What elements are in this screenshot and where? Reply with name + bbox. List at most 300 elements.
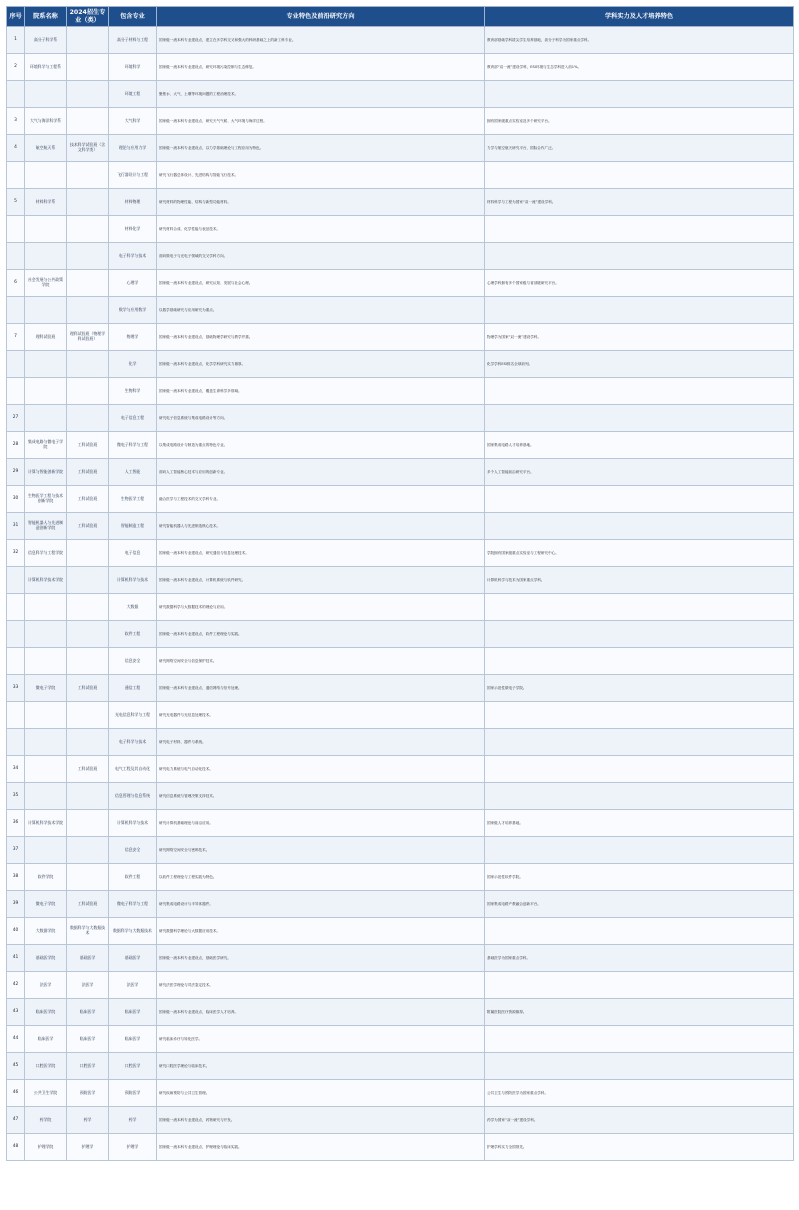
row-enroll-major: 法医学 bbox=[67, 972, 109, 999]
row-seq bbox=[7, 648, 25, 675]
row-feature: 融合医学与工程技术的交叉学科专业。 bbox=[157, 486, 485, 513]
row-include-major: 微电子科学与工程 bbox=[109, 432, 157, 459]
row-seq: 31 bbox=[7, 513, 25, 540]
row-college: 计算与智能创新学院 bbox=[25, 459, 67, 486]
row-include-major: 基础医学 bbox=[109, 945, 157, 972]
row-college bbox=[25, 756, 67, 783]
row-platform bbox=[485, 243, 794, 270]
row-seq: 6 bbox=[7, 270, 25, 297]
row-seq bbox=[7, 621, 25, 648]
row-include-major: 飞行器设计与工程 bbox=[109, 162, 157, 189]
row-feature: 研究计算机基础理论与前沿应用。 bbox=[157, 810, 485, 837]
row-seq: 27 bbox=[7, 405, 25, 432]
row-enroll-major: 工科试验班 bbox=[67, 459, 109, 486]
row-feature: 研究光电器件与光信息处理技术。 bbox=[157, 702, 485, 729]
row-include-major: 生物医学工程 bbox=[109, 486, 157, 513]
row-include-major: 护理学 bbox=[109, 1134, 157, 1161]
row-feature: 以数学基础研究与应用研究为重点。 bbox=[157, 297, 485, 324]
row-include-major: 信息安全 bbox=[109, 648, 157, 675]
row-include-major: 微电子科学与工程 bbox=[109, 891, 157, 918]
row-platform bbox=[485, 1053, 794, 1080]
row-seq bbox=[7, 216, 25, 243]
row-enroll-major bbox=[67, 27, 109, 54]
row-college: 口腔医学院 bbox=[25, 1053, 67, 1080]
header-features: 专业特色及前沿研究方向 bbox=[157, 7, 485, 27]
table-row bbox=[7, 918, 794, 945]
row-college bbox=[25, 702, 67, 729]
row-platform: 教育部“双一流”建设学科，ESI环境与生态学科进入前1%。 bbox=[485, 54, 794, 81]
row-college: 材料科学系 bbox=[25, 189, 67, 216]
table-row bbox=[7, 945, 794, 972]
table-row bbox=[7, 648, 794, 675]
row-enroll-major bbox=[67, 270, 109, 297]
row-college: 计算机科学技术学院 bbox=[25, 810, 67, 837]
row-platform: 拥有国家级重点实验室及多个研究平台。 bbox=[485, 108, 794, 135]
row-feature: 国家级一流本科专业建设点，以力学基础理论与工程应用为特色。 bbox=[157, 135, 485, 162]
row-feature: 研究法医学理论与司法鉴定技术。 bbox=[157, 972, 485, 999]
row-enroll-major bbox=[67, 378, 109, 405]
row-feature: 研究数据科学与大数据技术的理论与应用。 bbox=[157, 594, 485, 621]
row-seq: 5 bbox=[7, 189, 25, 216]
row-seq bbox=[7, 567, 25, 594]
row-seq: 39 bbox=[7, 891, 25, 918]
row-college: 大数据学院 bbox=[25, 918, 67, 945]
row-include-major: 电气工程及其自动化 bbox=[109, 756, 157, 783]
table-row bbox=[7, 162, 794, 189]
row-college: 公共卫生学院 bbox=[25, 1080, 67, 1107]
row-include-major: 生物科学 bbox=[109, 378, 157, 405]
row-enroll-major bbox=[67, 540, 109, 567]
row-college: 临床医学院 bbox=[25, 999, 67, 1026]
table-row bbox=[7, 891, 794, 918]
row-seq: 45 bbox=[7, 1053, 25, 1080]
row-seq bbox=[7, 378, 25, 405]
row-enroll-major: 基础医学 bbox=[67, 945, 109, 972]
row-platform: 学院拥有国家级重点实验室与工程研究中心。 bbox=[485, 540, 794, 567]
row-platform bbox=[485, 378, 794, 405]
row-college bbox=[25, 81, 67, 108]
row-include-major: 信息安全 bbox=[109, 837, 157, 864]
row-college bbox=[25, 783, 67, 810]
row-platform: 附属医院医疗资源雄厚。 bbox=[485, 999, 794, 1026]
table-row bbox=[7, 270, 794, 297]
row-platform: 力学与航空航天研究平台，国际合作广泛。 bbox=[485, 135, 794, 162]
table-row bbox=[7, 297, 794, 324]
row-platform: 护理学科实力全国领先。 bbox=[485, 1134, 794, 1161]
row-platform bbox=[485, 162, 794, 189]
row-platform: 国家级人才培养基地。 bbox=[485, 810, 794, 837]
table-row bbox=[7, 324, 794, 351]
row-platform bbox=[485, 405, 794, 432]
table-row bbox=[7, 1134, 794, 1161]
row-include-major: 电子信息工程 bbox=[109, 405, 157, 432]
row-college: 航空航天系 bbox=[25, 135, 67, 162]
row-college: 生物医学工程与技术创新学院 bbox=[25, 486, 67, 513]
row-college: 环境科学与工程系 bbox=[25, 54, 67, 81]
row-enroll-major bbox=[67, 216, 109, 243]
row-platform: 物理学为国家“双一流”建设学科。 bbox=[485, 324, 794, 351]
row-enroll-major bbox=[67, 864, 109, 891]
row-college bbox=[25, 648, 67, 675]
row-college: 微电子学院 bbox=[25, 675, 67, 702]
row-enroll-major: 口腔医学 bbox=[67, 1053, 109, 1080]
row-feature: 研究临床诊疗与转化医学。 bbox=[157, 1026, 485, 1053]
row-feature: 面向微电子与光电子领域的交叉学科方向。 bbox=[157, 243, 485, 270]
row-feature: 研究网络空间安全与密码技术。 bbox=[157, 837, 485, 864]
row-feature: 面向人工智能核心技术与应用的创新专业。 bbox=[157, 459, 485, 486]
row-enroll-major: 预防医学 bbox=[67, 1080, 109, 1107]
row-feature: 国家级一流本科专业建设点，通信网络与信号处理。 bbox=[157, 675, 485, 702]
row-seq: 46 bbox=[7, 1080, 25, 1107]
row-platform: 国家示范性微电子学院。 bbox=[485, 675, 794, 702]
row-include-major: 临床医学 bbox=[109, 1026, 157, 1053]
row-platform bbox=[485, 81, 794, 108]
header-platform: 学科实力及人才培养特色 bbox=[485, 7, 794, 27]
table-row bbox=[7, 432, 794, 459]
row-platform bbox=[485, 918, 794, 945]
row-seq: 43 bbox=[7, 999, 25, 1026]
row-seq: 40 bbox=[7, 918, 25, 945]
row-enroll-major bbox=[67, 594, 109, 621]
row-college bbox=[25, 351, 67, 378]
page bbox=[6, 6, 793, 1161]
row-platform: 心理学科拥有多个国家级与省部级研究平台。 bbox=[485, 270, 794, 297]
row-platform bbox=[485, 297, 794, 324]
table-row bbox=[7, 999, 794, 1026]
row-feature: 研究口腔医学理论与临床技术。 bbox=[157, 1053, 485, 1080]
row-seq bbox=[7, 351, 25, 378]
row-enroll-major: 临床医学 bbox=[67, 999, 109, 1026]
row-feature: 研究数据科学理论与大数据应用技术。 bbox=[157, 918, 485, 945]
row-seq: 42 bbox=[7, 972, 25, 999]
table-row bbox=[7, 378, 794, 405]
row-platform bbox=[485, 594, 794, 621]
row-enroll-major: 工科试验班 bbox=[67, 513, 109, 540]
row-enroll-major bbox=[67, 54, 109, 81]
row-seq: 33 bbox=[7, 675, 25, 702]
table-row bbox=[7, 486, 794, 513]
row-seq: 36 bbox=[7, 810, 25, 837]
row-college: 大气与海洋科学系 bbox=[25, 108, 67, 135]
row-seq: 48 bbox=[7, 1134, 25, 1161]
row-enroll-major bbox=[67, 648, 109, 675]
table-row bbox=[7, 1080, 794, 1107]
row-enroll-major: 技术科学试验班（含文科学类） bbox=[67, 135, 109, 162]
row-enroll-major bbox=[67, 810, 109, 837]
table-row bbox=[7, 81, 794, 108]
table-row bbox=[7, 27, 794, 54]
row-feature: 研究网络空间安全与信息保护技术。 bbox=[157, 648, 485, 675]
row-enroll-major bbox=[67, 567, 109, 594]
row-platform: 药学为国家“双一流”建设学科。 bbox=[485, 1107, 794, 1134]
row-enroll-major: 临床医学 bbox=[67, 1026, 109, 1053]
row-feature: 研究智能机器人与先进制造核心技术。 bbox=[157, 513, 485, 540]
table-row bbox=[7, 621, 794, 648]
table-row bbox=[7, 594, 794, 621]
row-include-major: 理论与应用力学 bbox=[109, 135, 157, 162]
row-college: 智能机器人与先进制造创新学院 bbox=[25, 513, 67, 540]
row-enroll-major: 理科试验班（物理学科试验班） bbox=[67, 324, 109, 351]
row-include-major: 软件工程 bbox=[109, 864, 157, 891]
table-row bbox=[7, 864, 794, 891]
row-feature: 研究信息系统与管理决策支持技术。 bbox=[157, 783, 485, 810]
row-include-major: 材料化学 bbox=[109, 216, 157, 243]
row-platform: 教育部基础学科拔尖学生培养基地，高分子科学为国家重点学科。 bbox=[485, 27, 794, 54]
row-feature: 国家级一流本科专业建设点，软件工程理论与实践。 bbox=[157, 621, 485, 648]
row-platform bbox=[485, 783, 794, 810]
row-include-major: 化学 bbox=[109, 351, 157, 378]
row-enroll-major: 工科试验班 bbox=[67, 891, 109, 918]
row-platform: 公共卫生与预防医学为国家重点学科。 bbox=[485, 1080, 794, 1107]
table-row bbox=[7, 756, 794, 783]
row-enroll-major bbox=[67, 162, 109, 189]
row-feature: 国家级一流本科专业建设点，药物研究与开发。 bbox=[157, 1107, 485, 1134]
table-row bbox=[7, 675, 794, 702]
row-college bbox=[25, 621, 67, 648]
row-platform bbox=[485, 729, 794, 756]
row-seq: 4 bbox=[7, 135, 25, 162]
table-row bbox=[7, 783, 794, 810]
row-college: 基础医学院 bbox=[25, 945, 67, 972]
row-enroll-major bbox=[67, 81, 109, 108]
row-include-major: 电子信息 bbox=[109, 540, 157, 567]
row-include-major: 心理学 bbox=[109, 270, 157, 297]
row-include-major: 信息管理与信息系统 bbox=[109, 783, 157, 810]
row-include-major: 数学与应用数学 bbox=[109, 297, 157, 324]
table-row bbox=[7, 972, 794, 999]
row-include-major: 计算机科学与技术 bbox=[109, 567, 157, 594]
row-college bbox=[25, 405, 67, 432]
row-include-major: 计算机科学与技术 bbox=[109, 810, 157, 837]
table-row bbox=[7, 243, 794, 270]
row-feature: 以软件工程理论与工程实践为特色。 bbox=[157, 864, 485, 891]
row-seq bbox=[7, 702, 25, 729]
table-header-row bbox=[7, 7, 794, 27]
row-feature: 研究材料的物理性能、结构与新型功能材料。 bbox=[157, 189, 485, 216]
row-platform: 基础医学为国家重点学科。 bbox=[485, 945, 794, 972]
row-include-major: 电子科学与技术 bbox=[109, 243, 157, 270]
row-include-major: 高分子材料与工程 bbox=[109, 27, 157, 54]
table-row bbox=[7, 1107, 794, 1134]
row-seq: 32 bbox=[7, 540, 25, 567]
row-include-major: 电子科学与技术 bbox=[109, 729, 157, 756]
row-college bbox=[25, 162, 67, 189]
row-enroll-major: 护理学 bbox=[67, 1134, 109, 1161]
row-feature: 国家级一流本科专业建设点，基础物理学研究与教学并重。 bbox=[157, 324, 485, 351]
table-row bbox=[7, 1026, 794, 1053]
row-seq: 47 bbox=[7, 1107, 25, 1134]
table-row bbox=[7, 810, 794, 837]
row-seq: 28 bbox=[7, 432, 25, 459]
row-feature: 国家级一流本科专业建设点，计算机系统与软件研究。 bbox=[157, 567, 485, 594]
row-enroll-major bbox=[67, 189, 109, 216]
row-college: 理科试验班 bbox=[25, 324, 67, 351]
row-seq: 2 bbox=[7, 54, 25, 81]
row-enroll-major bbox=[67, 837, 109, 864]
row-platform: 化学学科ESI排名全球前列。 bbox=[485, 351, 794, 378]
row-enroll-major bbox=[67, 405, 109, 432]
row-seq bbox=[7, 81, 25, 108]
row-platform bbox=[485, 621, 794, 648]
table-row bbox=[7, 702, 794, 729]
row-include-major: 光电信息科学与工程 bbox=[109, 702, 157, 729]
row-enroll-major bbox=[67, 729, 109, 756]
row-feature: 研究疾病预防与公共卫生管理。 bbox=[157, 1080, 485, 1107]
row-college bbox=[25, 297, 67, 324]
row-seq: 41 bbox=[7, 945, 25, 972]
table-row bbox=[7, 459, 794, 486]
row-include-major: 智能制造工程 bbox=[109, 513, 157, 540]
row-include-major: 环境科学 bbox=[109, 54, 157, 81]
row-seq: 1 bbox=[7, 27, 25, 54]
row-include-major: 临床医学 bbox=[109, 999, 157, 1026]
row-include-major: 软件工程 bbox=[109, 621, 157, 648]
table-row bbox=[7, 1053, 794, 1080]
row-feature: 聚焦水、大气、土壤等环境问题的工程治理技术。 bbox=[157, 81, 485, 108]
row-platform: 计算机科学与技术为国家重点学科。 bbox=[485, 567, 794, 594]
row-enroll-major: 数据科学与大数据技术 bbox=[67, 918, 109, 945]
header-college: 院系名称 bbox=[25, 7, 67, 27]
row-enroll-major bbox=[67, 297, 109, 324]
row-college: 信息科学与工程学院 bbox=[25, 540, 67, 567]
row-enroll-major bbox=[67, 621, 109, 648]
row-feature: 国家级一流本科专业建设点，化学学科研究实力雄厚。 bbox=[157, 351, 485, 378]
row-feature: 国家级一流本科专业建设点，研究环境污染控制与生态修复。 bbox=[157, 54, 485, 81]
row-platform bbox=[485, 648, 794, 675]
row-seq: 37 bbox=[7, 837, 25, 864]
major-table bbox=[6, 6, 794, 1161]
row-include-major: 数据科学与大数据技术 bbox=[109, 918, 157, 945]
row-feature: 研究材料合成、化学性能与表征技术。 bbox=[157, 216, 485, 243]
row-feature: 国家级一流本科专业建设点，基础医学研究。 bbox=[157, 945, 485, 972]
table-row bbox=[7, 837, 794, 864]
row-platform bbox=[485, 216, 794, 243]
row-feature: 以集成电路设计与制造为重点的特色专业。 bbox=[157, 432, 485, 459]
row-feature: 国家级一流本科专业建设点，建立在多学科交叉和强大的科研基础之上的新工科专业。 bbox=[157, 27, 485, 54]
row-include-major: 口腔医学 bbox=[109, 1053, 157, 1080]
row-college: 临床医学 bbox=[25, 1026, 67, 1053]
row-feature: 国家级一流本科专业建设点，临床医学人才培养。 bbox=[157, 999, 485, 1026]
row-feature: 国家级一流本科专业建设点，研究通信与信息处理技术。 bbox=[157, 540, 485, 567]
row-enroll-major bbox=[67, 243, 109, 270]
row-platform: 多个人工智能前沿研究平台。 bbox=[485, 459, 794, 486]
row-platform bbox=[485, 837, 794, 864]
row-college bbox=[25, 216, 67, 243]
row-seq bbox=[7, 243, 25, 270]
row-enroll-major: 工科试验班 bbox=[67, 675, 109, 702]
row-feature: 研究集成电路设计与半导体器件。 bbox=[157, 891, 485, 918]
row-feature: 国家级一流本科专业建设点，研究天气气候、大气环境与海洋过程。 bbox=[157, 108, 485, 135]
row-platform bbox=[485, 702, 794, 729]
row-platform bbox=[485, 1026, 794, 1053]
row-include-major: 物理学 bbox=[109, 324, 157, 351]
row-enroll-major bbox=[67, 108, 109, 135]
row-seq bbox=[7, 594, 25, 621]
row-seq bbox=[7, 729, 25, 756]
table-row bbox=[7, 135, 794, 162]
header-includes: 包含专业 bbox=[109, 7, 157, 27]
row-seq bbox=[7, 297, 25, 324]
table-row bbox=[7, 216, 794, 243]
row-enroll-major: 工科试验班 bbox=[67, 756, 109, 783]
row-include-major: 通信工程 bbox=[109, 675, 157, 702]
row-seq: 3 bbox=[7, 108, 25, 135]
row-include-major: 大气科学 bbox=[109, 108, 157, 135]
row-college: 法医学 bbox=[25, 972, 67, 999]
row-include-major: 大数据 bbox=[109, 594, 157, 621]
row-platform bbox=[485, 486, 794, 513]
row-enroll-major: 药学 bbox=[67, 1107, 109, 1134]
row-college: 社会发展与公共政策学院 bbox=[25, 270, 67, 297]
table-row bbox=[7, 189, 794, 216]
row-college bbox=[25, 594, 67, 621]
row-college bbox=[25, 378, 67, 405]
row-feature: 国家级一流本科专业建设点，覆盖生命科学多领域。 bbox=[157, 378, 485, 405]
row-college: 软件学院 bbox=[25, 864, 67, 891]
row-seq: 44 bbox=[7, 1026, 25, 1053]
header-seq: 序号 bbox=[7, 7, 25, 27]
row-include-major: 药学 bbox=[109, 1107, 157, 1134]
table-body bbox=[7, 27, 794, 1161]
row-college bbox=[25, 729, 67, 756]
row-seq: 30 bbox=[7, 486, 25, 513]
table-row bbox=[7, 513, 794, 540]
table-row bbox=[7, 405, 794, 432]
row-include-major: 材料物理 bbox=[109, 189, 157, 216]
row-seq: 38 bbox=[7, 864, 25, 891]
row-enroll-major bbox=[67, 702, 109, 729]
row-include-major: 人工智能 bbox=[109, 459, 157, 486]
row-platform: 国家集成电路产教融合创新平台。 bbox=[485, 891, 794, 918]
row-enroll-major: 工科试验班 bbox=[67, 432, 109, 459]
row-platform bbox=[485, 972, 794, 999]
table-row bbox=[7, 54, 794, 81]
row-feature: 研究电子材料、器件与系统。 bbox=[157, 729, 485, 756]
table-row bbox=[7, 540, 794, 567]
row-seq: 34 bbox=[7, 756, 25, 783]
row-seq bbox=[7, 162, 25, 189]
row-include-major: 环境工程 bbox=[109, 81, 157, 108]
row-seq: 29 bbox=[7, 459, 25, 486]
row-enroll-major bbox=[67, 351, 109, 378]
row-platform bbox=[485, 513, 794, 540]
row-enroll-major: 工科试验班 bbox=[67, 486, 109, 513]
row-seq: 35 bbox=[7, 783, 25, 810]
row-college bbox=[25, 837, 67, 864]
row-platform: 国家集成电路人才培养基地。 bbox=[485, 432, 794, 459]
row-college bbox=[25, 243, 67, 270]
row-platform: 国家示范性软件学院。 bbox=[485, 864, 794, 891]
row-include-major: 法医学 bbox=[109, 972, 157, 999]
row-include-major: 预防医学 bbox=[109, 1080, 157, 1107]
row-feature: 研究电力系统与电气自动化技术。 bbox=[157, 756, 485, 783]
row-enroll-major bbox=[67, 783, 109, 810]
row-feature: 研究飞行器总体设计、先进结构与智能飞行技术。 bbox=[157, 162, 485, 189]
row-college: 护理学院 bbox=[25, 1134, 67, 1161]
row-college: 集成电路与微电子学院 bbox=[25, 432, 67, 459]
row-platform bbox=[485, 756, 794, 783]
table-row bbox=[7, 567, 794, 594]
row-seq: 7 bbox=[7, 324, 25, 351]
row-platform: 材料科学与工程为国家“双一流”建设学科。 bbox=[485, 189, 794, 216]
table-row bbox=[7, 729, 794, 756]
header-enroll-major: 2024招生专业（类） bbox=[67, 7, 109, 27]
table-row bbox=[7, 351, 794, 378]
row-feature: 国家级一流本科专业建设点，研究认知、发展与社会心理。 bbox=[157, 270, 485, 297]
row-college: 微电子学院 bbox=[25, 891, 67, 918]
row-college: 药学院 bbox=[25, 1107, 67, 1134]
table-row bbox=[7, 108, 794, 135]
